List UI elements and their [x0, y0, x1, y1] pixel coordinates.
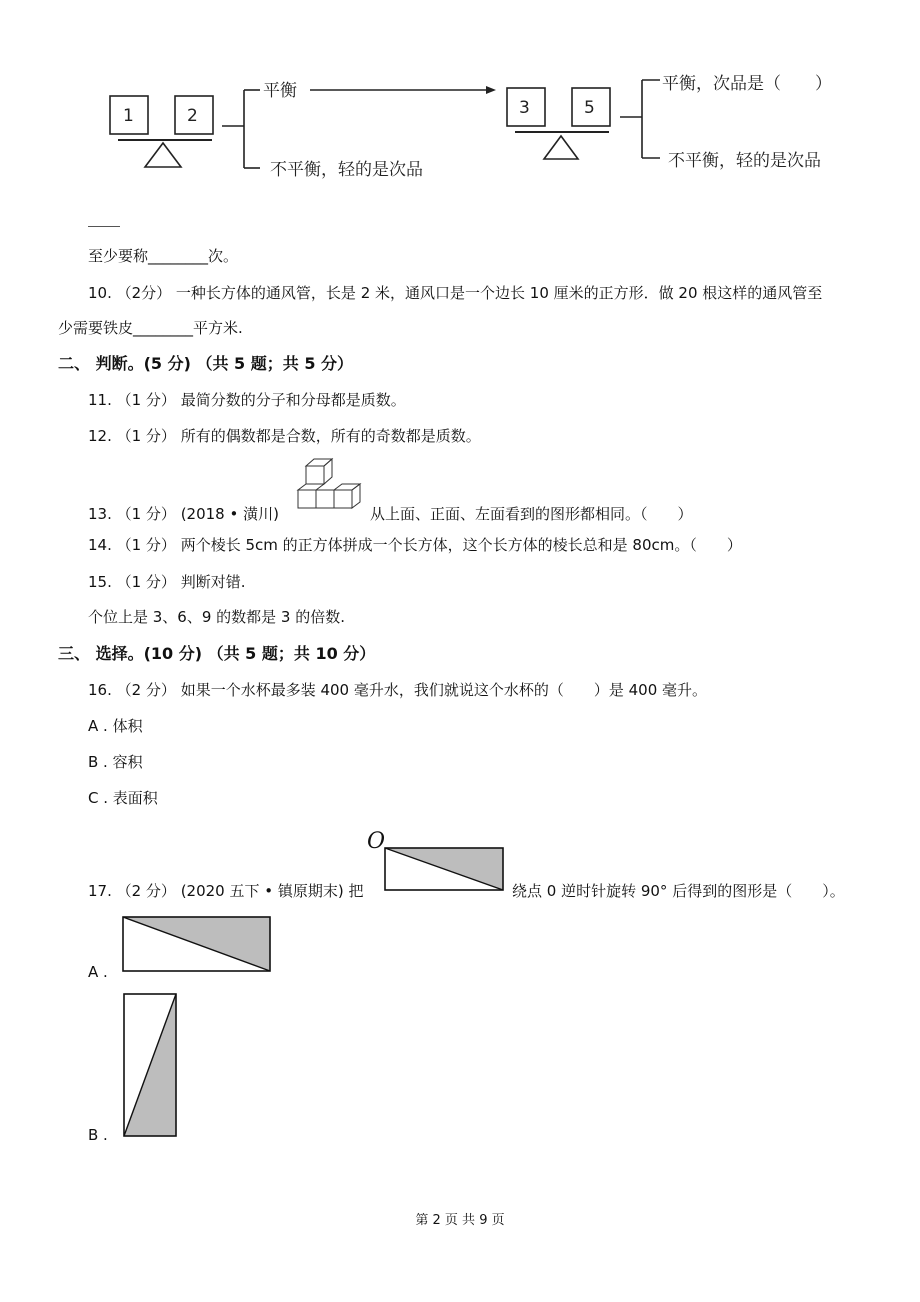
- fulcrum-1: [145, 143, 181, 167]
- q11: 11. （1 分） 最简分数的分子和分母都是质数。: [88, 391, 406, 409]
- q15-line2: 个位上是 3、6、9 的数都是 3 的倍数.: [88, 608, 346, 626]
- balanced-label-2: 平衡，次品是（ ）: [662, 74, 832, 94]
- q17-option-b-figure[interactable]: [122, 993, 182, 1143]
- point-o-label: O: [367, 829, 386, 854]
- q16-option-a[interactable]: A . 体积: [88, 717, 143, 735]
- q14: 14. （1 分） 两个棱长 5cm 的正方体拼成一个长方体，这个长方体的棱长总和是 80cm。（ ）: [88, 536, 742, 554]
- balanced-label-1: 平衡: [263, 81, 297, 101]
- q10-line1: 10. （2分） 一种长方体的通风管，长是 2 米，通风口是一个边长 10 厘米的正方形．做 20 根这样的通风管至: [88, 284, 823, 302]
- weight-box-2-label: 2: [187, 106, 198, 126]
- weight-box-1-label: 1: [123, 106, 134, 126]
- fulcrum-2: [544, 136, 578, 159]
- q17-source-figure: [355, 826, 505, 896]
- q17-option-b-label[interactable]: B .: [88, 1126, 108, 1144]
- cube-stack-figure: [296, 458, 366, 518]
- arrow-head-icon: [486, 86, 496, 94]
- weight-box-3-label: 3: [519, 98, 530, 118]
- q17-option-a-figure[interactable]: [122, 916, 272, 976]
- q16-option-c[interactable]: C . 表面积: [88, 789, 158, 807]
- q13-prefix: 13. （1 分） (2018 • 潢川): [88, 505, 279, 523]
- q10-line2: 少需要铁皮________平方米.: [58, 319, 243, 337]
- page-footer: 第 2 页 共 9 页: [415, 1213, 505, 1228]
- q15-line1: 15. （1 分） 判断对错.: [88, 573, 246, 591]
- q12: 12. （1 分） 所有的偶数都是合数，所有的奇数都是质数。: [88, 427, 481, 445]
- section3-title: 三、 选择。(10 分) （共 5 题；共 10 分）: [58, 644, 376, 663]
- divider: [88, 226, 120, 227]
- q16-option-b[interactable]: B . 容积: [88, 753, 143, 771]
- section2-title: 二、 判断。(5 分) （共 5 题；共 5 分）: [58, 354, 354, 373]
- q17-suffix: 绕点 0 逆时针旋转 90° 后得到的图形是（ ）。: [512, 882, 845, 900]
- unbalanced-label-1: 不平衡，轻的是次品: [270, 160, 423, 180]
- q16-stem: 16. （2 分） 如果一个水杯最多装 400 毫升水，我们就说这个水杯的（ ）是 400 毫升。: [88, 681, 708, 699]
- q9-tail: 至少要称________次。: [88, 247, 239, 265]
- q17-option-a-label[interactable]: A .: [88, 963, 108, 981]
- balance-diagram: [0, 0, 920, 200]
- weight-box-4-label: 5: [584, 98, 595, 118]
- q17-prefix: 17. （2 分） (2020 五下 • 镇原期末) 把: [88, 882, 364, 900]
- q13-suffix: 从上面、正面、左面看到的图形都相同。（ ）: [370, 505, 693, 523]
- unbalanced-label-2: 不平衡，轻的是次品: [668, 151, 821, 171]
